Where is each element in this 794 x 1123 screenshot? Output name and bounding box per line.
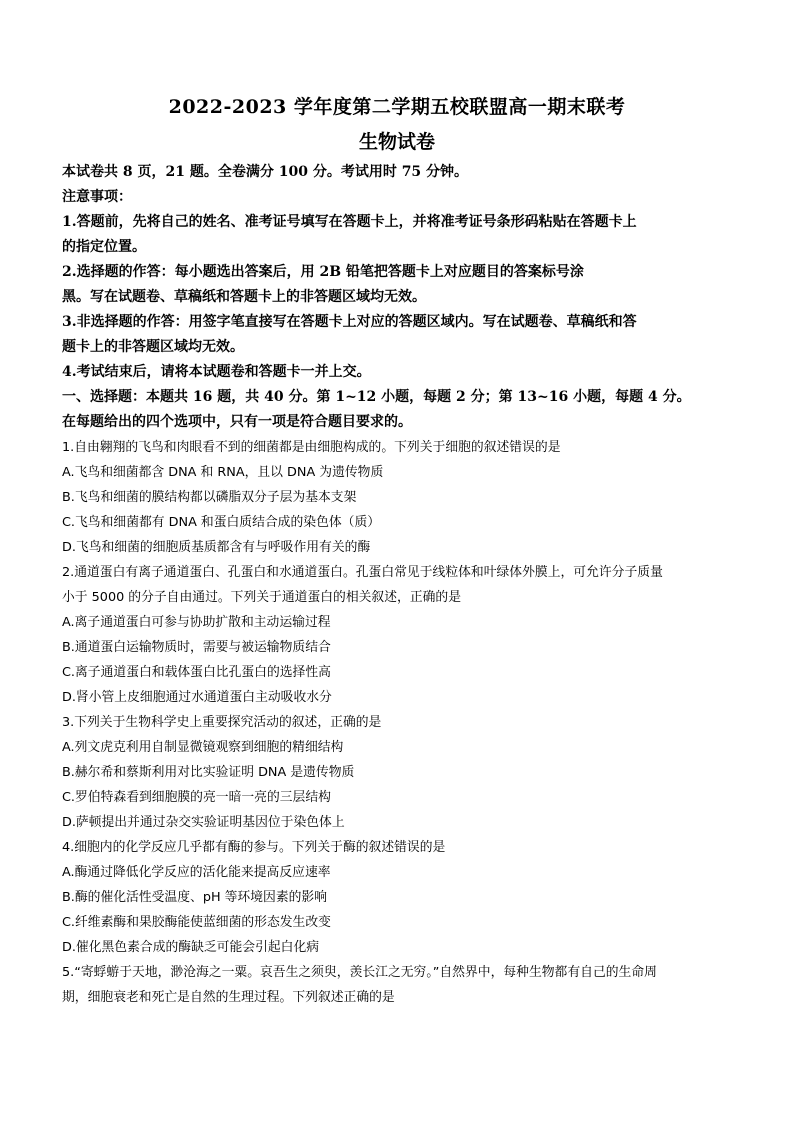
option-b: B.酶的催化活性受温度、pH 等环境因素的影响	[62, 890, 328, 905]
exam-page	[62, 92, 732, 1010]
question-stem: 期，细胞衰老和死亡是自然的生理过程。下列叙述正确的是	[62, 990, 395, 1005]
notice-line: 1.答题前，先将自己的姓名、准考证号填写在答题卡上，并将准考证号条形码粘贴在答题卡上	[62, 214, 637, 230]
option-a: A.列文虎克利用自制显微镜观察到细胞的精细结构	[62, 740, 344, 755]
notice-line: 的指定位置。	[62, 239, 146, 255]
option-d: D.萨顿提出并通过杂交实验证明基因位于染色体上	[62, 815, 345, 830]
notice-line: 2.选择题的作答：每小题选出答案后，用 2B 铅笔把答题卡上对应题目的答案标号涂	[62, 264, 584, 280]
option-c: C.离子通道蛋白和载体蛋白比孔蛋白的选择性高	[62, 665, 331, 680]
option-d: D.催化黑色素合成的酶缺乏可能会引起白化病	[62, 940, 320, 955]
question-stem: 4.细胞内的化学反应几乎都有酶的参与。下列关于酶的叙述错误的是	[62, 840, 446, 855]
option-a: A.离子通道蛋白可参与协助扩散和主动运输过程	[62, 615, 331, 630]
option-c: C.飞鸟和细菌都有 DNA 和蛋白质结合成的染色体（质）	[62, 515, 381, 530]
exam-summary: 本试卷共 8 页，21 题。全卷满分 100 分。考试用时 75 分钟。	[62, 164, 469, 180]
notice-line: 3.非选择题的作答：用签字笔直接写在答题卡上对应的答题区域内。写在试题卷、草稿纸和答	[62, 314, 637, 330]
exam-title: 2022-2023 学年度第二学期五校联盟高一期末联考	[168, 96, 626, 118]
section-heading: 一、选择题：本题共 16 题，共 40 分。第 1~12 小题，每题 2 分；第 13~16 小题，每题 4 分。	[62, 389, 691, 405]
question-stem: 5.“寄蜉蝣于天地，渺沧海之一粟。哀吾生之须臾，羡长江之无穷。”自然界中，每种生物都有自己的生命周	[62, 965, 657, 980]
question-stem: 小于 5000 的分子自由通过。下列关于通道蛋白的相关叙述，正确的是	[62, 590, 462, 605]
option-d: D.飞鸟和细菌的细胞质基质都含有与呼吸作用有关的酶	[62, 540, 371, 555]
notice-title: 注意事项：	[62, 189, 132, 205]
question-stem: 2.通道蛋白有离子通道蛋白、孔蛋白和水通道蛋白。孔蛋白常见于线粒体和叶绿体外膜上，可允许分子质量	[62, 565, 663, 580]
option-a: A.飞鸟和细菌都含 DNA 和 RNA，且以 DNA 为遗传物质	[62, 465, 384, 480]
option-b: B.赫尔希和蔡斯利用对比实验证明 DNA 是遗传物质	[62, 765, 355, 780]
question-stem: 1.自由翱翔的飞鸟和肉眼看不到的细菌都是由细胞构成的。下列关于细胞的叙述错误的是	[62, 440, 561, 455]
exam-subject: 生物试卷	[358, 131, 435, 153]
option-d: D.肾小管上皮细胞通过水通道蛋白主动吸收水分	[62, 690, 332, 705]
notice-line: 4.考试结束后，请将本试题卷和答题卡一并上交。	[62, 364, 371, 380]
section-heading: 在每题给出的四个选项中，只有一项是符合题目要求的。	[62, 414, 412, 430]
question-stem: 3.下列关于生物科学史上重要探究活动的叙述，正确的是	[62, 715, 382, 730]
option-b: B.飞鸟和细菌的膜结构都以磷脂双分子层为基本支架	[62, 490, 357, 505]
option-c: C.纤维素酶和果胶酶能使蓝细菌的形态发生改变	[62, 915, 331, 930]
notice-line: 题卡上的非答题区域均无效。	[62, 339, 244, 355]
option-b: B.通道蛋白运输物质时，需要与被运输物质结合	[62, 640, 331, 655]
option-c: C.罗伯特森看到细胞膜的亮一暗一亮的三层结构	[62, 790, 331, 805]
notice-line: 黑。写在试题卷、草稿纸和答题卡上的非答题区域均无效。	[62, 289, 426, 305]
option-a: A.酶通过降低化学反应的活化能来提高反应速率	[62, 865, 331, 880]
